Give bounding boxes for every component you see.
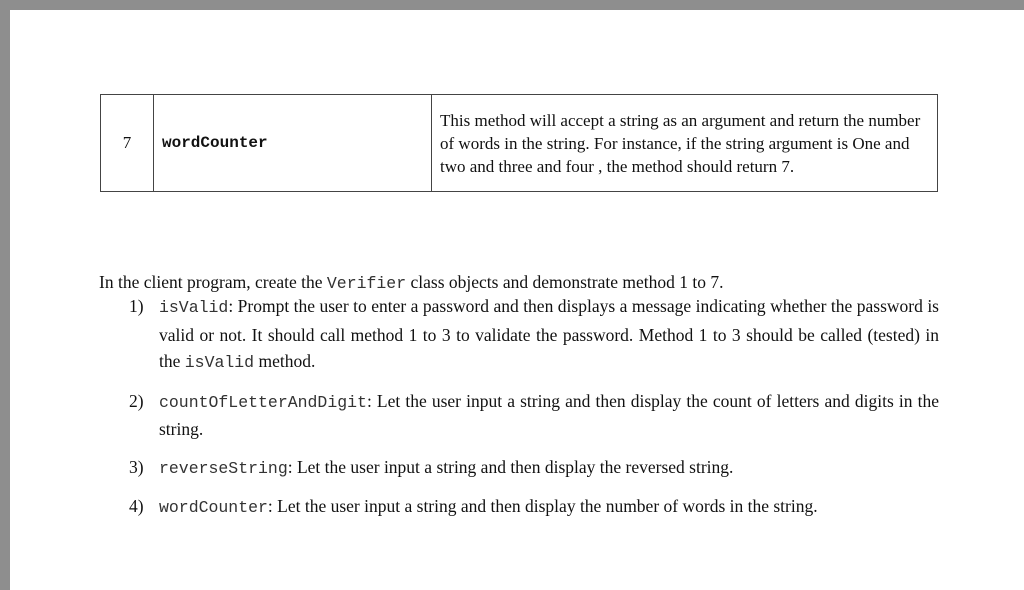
item-text: : Prompt the user to enter a password and then displays a message indicating whether the password is valid or not. It should call method 1 to 3 to validate the password. Method 1 to 3 should be called (tested) in the [159,296,939,371]
item-text-end: method. [254,351,316,371]
list-item [129,454,939,483]
item-number: 3) [129,456,144,477]
intro-after: class objects and demonstrate method 1 to 7. [406,271,724,292]
description-text-2: , the method should return 7. [593,156,795,176]
method-number: 7 [101,95,154,192]
list-item [129,493,939,522]
demo-list [129,293,939,533]
item-number: 2) [129,390,144,411]
description-text-1: This method will accept a string as an argument and return the number of words in the string. For instance, if the string argument is [440,110,921,153]
description-example: One and two and three and four [440,133,910,176]
class-name: Verifier [326,273,407,293]
item-text: : Let the user input a string and then display the count of letters and digits in the string. [159,390,939,439]
method-description [432,95,938,192]
intro-paragraph [99,272,723,293]
intro-before: In the client program, create the [99,271,327,292]
item-number: 1) [129,296,144,316]
item-code: isValid [159,298,229,317]
item-text: : Let the user input a string and then display the reversed string. [287,456,734,477]
item-text: : Let the user input a string and then display the number of words in the string. [267,496,818,516]
table-row [101,95,938,192]
document-page [10,10,1024,590]
item-code: wordCounter [159,498,268,517]
item-code: countOfLetterAndDigit [159,392,367,412]
method-name: wordCounter [154,95,432,192]
list-item [129,293,939,377]
item-code-inline: isValid [184,353,255,372]
list-item [129,388,939,443]
method-table [100,94,938,192]
item-number: 4) [129,496,144,516]
item-code: reverseString [159,458,288,478]
